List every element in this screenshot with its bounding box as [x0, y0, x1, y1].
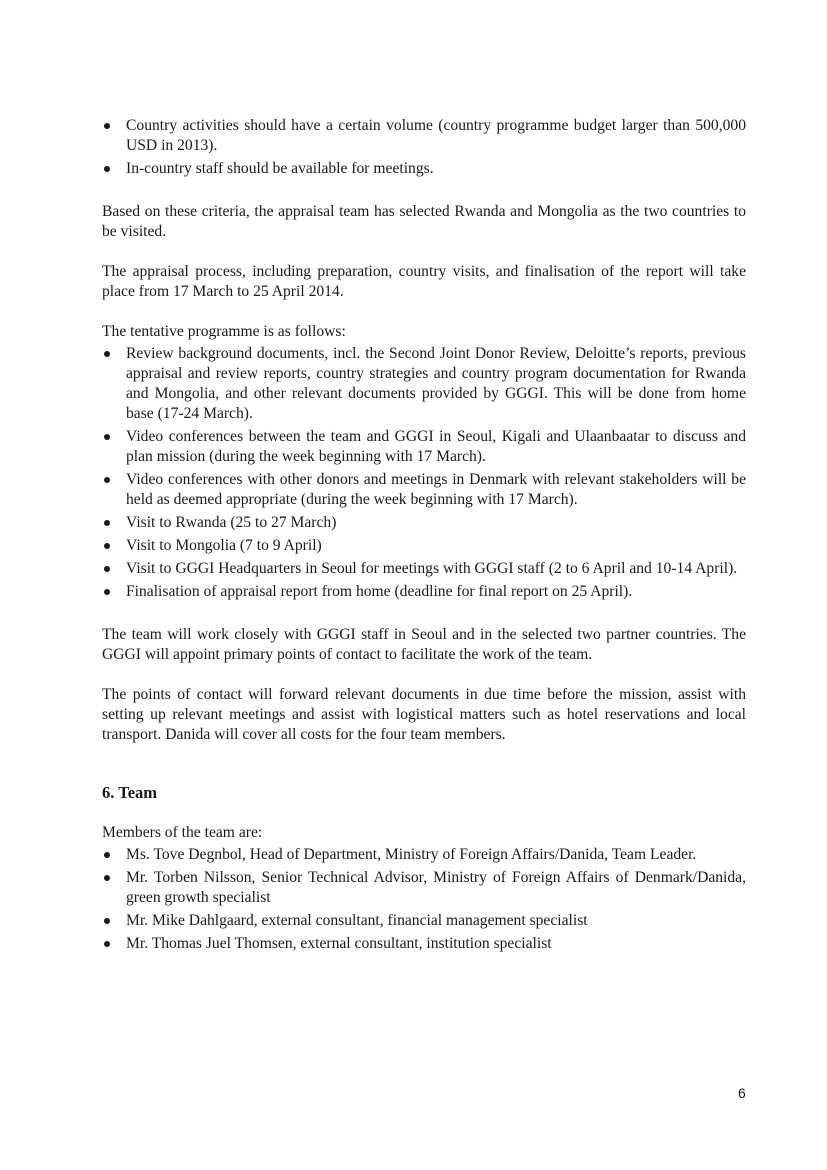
spacer [102, 302, 746, 322]
list-item: Review background documents, incl. the Second Joint Donor Review, Deloitte’s reports, previous appraisal and review reports, country strategies and country program documentation for Rwanda and Mongolia, and other relevant documents provided by GGGI. This will be done from home base (17-24 March). [102, 344, 746, 424]
paragraph-criteria: Based on these criteria, the appraisal team has selected Rwanda and Mongolia as the two countries to be visited. [102, 203, 746, 240]
paragraph-team-work: The team will work closely with GGGI staff in Seoul and in the selected two partner countries. The GGGI will appoint primary points of contact to facilitate the work of the team. [102, 626, 746, 663]
list-item: Visit to Mongolia (7 to 9 April) [102, 536, 746, 556]
spacer [102, 665, 746, 685]
spacer [102, 182, 746, 202]
programme-intro: The tentative programme is as follows: [102, 323, 346, 340]
programme-bullet-list [102, 344, 746, 602]
list-item: Finalisation of appraisal report from home (deadline for final report on 25 April). [102, 582, 746, 602]
list-item: In-country staff should be available for meetings. [102, 159, 746, 179]
list-item: Video conferences with other donors and meetings in Denmark with relevant stakeholders will be held as deemed appropriate (during the week beginning with 17 March). [102, 470, 746, 510]
spacer [102, 803, 746, 823]
criteria-bullet-list [102, 116, 746, 179]
list-item: Country activities should have a certain volume (country programme budget larger than 500,000 USD in 2013). [102, 116, 746, 156]
list-item: Visit to GGGI Headquarters in Seoul for meetings with GGGI staff (2 to 6 April and 10-14 April). [102, 559, 746, 579]
spacer [102, 242, 746, 262]
page-content [102, 116, 746, 957]
list-item: Video conferences between the team and GGGI in Seoul, Kigali and Ulaanbaatar to discuss and plan mission (during the week beginning with 17 March). [102, 427, 746, 467]
list-item: Mr. Torben Nilsson, Senior Technical Advisor, Ministry of Foreign Affairs of Denmark/Danida, green growth specialist [102, 868, 746, 908]
section-heading: 6. Team [102, 783, 158, 802]
paragraph-process: The appraisal process, including preparation, country visits, and finalisation of the report will take place from 17 March to 25 April 2014. [102, 263, 746, 300]
list-item: Mr. Mike Dahlgaard, external consultant, financial management specialist [102, 911, 746, 931]
members-intro: Members of the team are: [102, 824, 263, 841]
spacer [102, 745, 746, 783]
list-item: Ms. Tove Degnbol, Head of Department, Ministry of Foreign Affairs/Danida, Team Leader. [102, 845, 746, 865]
members-bullet-list [102, 845, 746, 954]
spacer [102, 605, 746, 625]
list-item: Mr. Thomas Juel Thomsen, external consultant, institution specialist [102, 934, 746, 954]
list-item: Visit to Rwanda (25 to 27 March) [102, 513, 746, 533]
paragraph-contact: The points of contact will forward relevant documents in due time before the mission, assist with setting up relevant meetings and assist with logistical matters such as hotel reservations and local transport. Danida will cover all costs for the four team members. [102, 686, 746, 743]
page-number: 6 [738, 1085, 746, 1101]
